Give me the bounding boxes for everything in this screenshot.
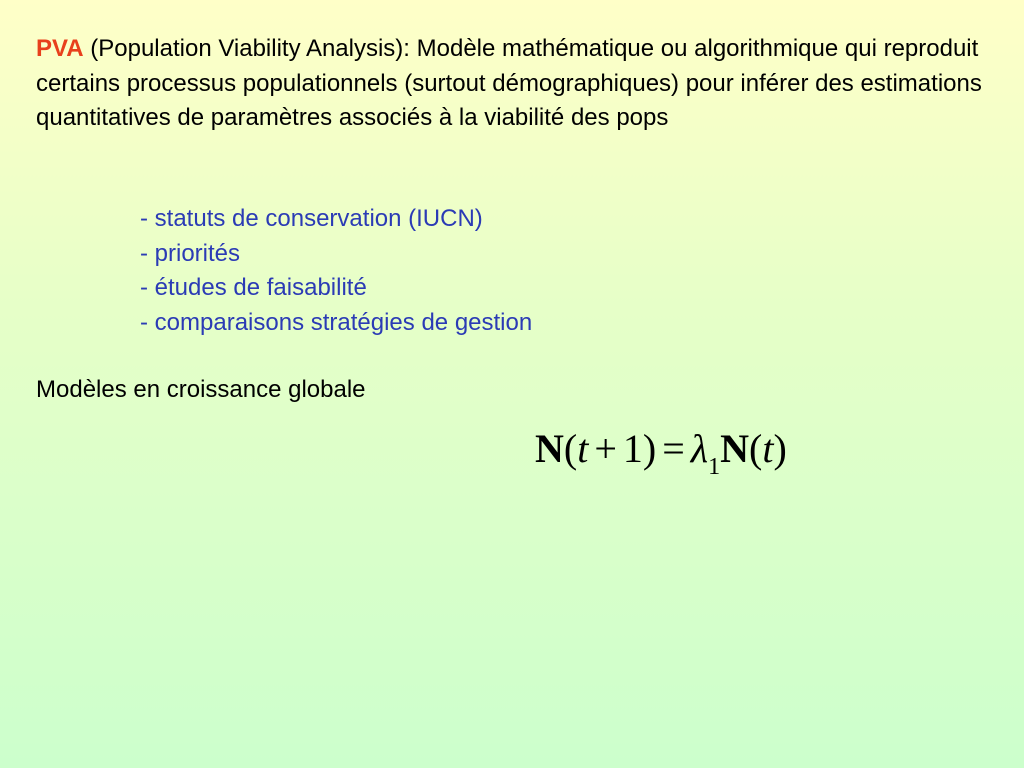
uses-list	[140, 202, 532, 340]
section-subtitle: Modèles en croissance globale	[36, 376, 366, 403]
pva-term: PVA	[36, 35, 84, 62]
pva-definition-text: (Population Viability Analysis): Modèle mathématique ou algorithmique qui reproduit certains processus populationnels (surtout démographiques) pour inférer des estimations quantitatives de paramètres associés à la viabilité des pops	[36, 35, 982, 131]
eq-one: 1	[622, 426, 643, 471]
list-item: - comparaisons stratégies de gestion	[140, 308, 533, 336]
eq-rhs-symbol: N	[720, 426, 750, 471]
eq-rhs-var: t	[762, 426, 774, 471]
eq-lambda: λ	[690, 426, 709, 471]
eq-lhs-var: t	[577, 426, 589, 471]
pva-definition	[36, 32, 996, 136]
eq-rhs-open: (	[749, 426, 763, 471]
eq-rhs-close: )	[773, 426, 787, 471]
eq-equals: =	[662, 426, 685, 471]
eq-lhs-open: (	[563, 426, 578, 471]
list-item: - priorités	[140, 239, 241, 267]
eq-lhs-symbol: N	[535, 426, 564, 471]
growth-equation	[535, 424, 787, 480]
list-item: - études de faisabilité	[140, 274, 367, 301]
eq-plus: +	[594, 426, 617, 471]
list-item: - statuts de conservation (IUCN)	[140, 205, 483, 232]
eq-lambda-sub: 1	[708, 454, 721, 480]
eq-lhs-close: )	[642, 426, 657, 471]
